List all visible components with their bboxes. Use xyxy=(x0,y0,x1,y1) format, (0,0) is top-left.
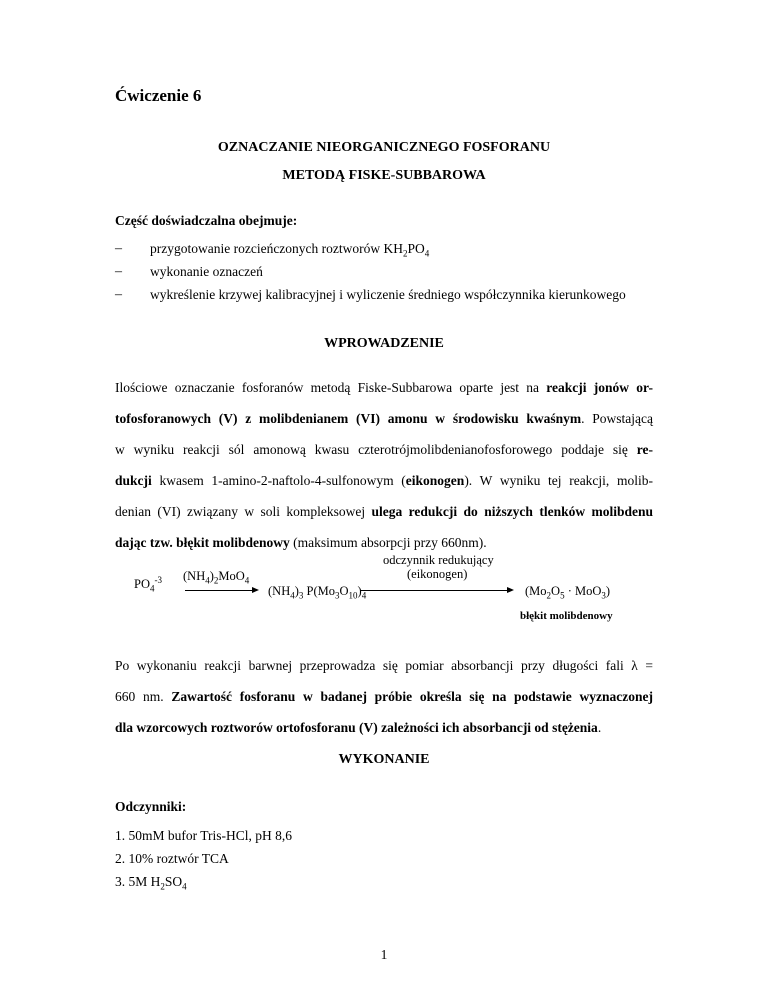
reagents-label: Odczynniki: xyxy=(115,799,187,814)
product-compound: $(Mo_2O_5 \cdot MoO_3)$ xyxy=(525,584,611,601)
intro-paragraph: Ilościowe oznaczanie fosforanów metodą Fiske-Subbarowa oparte jest na reakcji jonów or- tofosforanowych (V) z molibdenianem (VI) amonu w środowisku kwaśnym. Powstającą w wyniku reakcji sól amonową kwasu czterotrójmolibdenianofosforowego poddaje się re- dukcji kwasem 1-amino-2-naftolo-4-sulfonowym (eikonogen). W wyniku tej reakcji, molib- denian (VI) związany w soli kompleksowej ulega redukcji do niższych tlenków molibdenu dając tzw. błękit molibdenowy (maksimum absorpcji przy 660nm). xyxy=(115,380,654,550)
ammonium-molybdate: $(NH_4)_2MoO_4$ xyxy=(183,569,250,586)
bullet-item-3: wykreślenie krzywej kalibracyjnej i wyliczenie średniego współczynnika kierunkowego xyxy=(150,287,626,302)
reactant-phosphate: $PO_4^{-3}$ xyxy=(134,574,162,594)
bullet-item-2: wykonanie oznaczeń xyxy=(150,264,263,279)
bullet-dash: – xyxy=(115,287,122,302)
intro-heading: WPROWADZENIE xyxy=(324,336,444,351)
reagent-item-1: 1. 50mM bufor Tris-HCl, pH 8,6 xyxy=(115,828,293,843)
product-label: błękit molibdenowy xyxy=(520,610,613,622)
main-heading-line1: OZNACZANIE NIEORGANICZNEGO FOSFORANU xyxy=(217,140,551,155)
bullet-dash: – xyxy=(115,241,122,256)
procedure-heading: WYKONANIE xyxy=(338,752,430,767)
bullet-item-1: przygotowanie rozcieńczonych roztworów $KH_2PO_4$ xyxy=(150,241,430,259)
experimental-label: Część doświadczalna obejmuje: xyxy=(115,213,298,228)
intermediate-compound: $(NH_4)_3$ $P(Mo_3O_{10})_4$ xyxy=(268,584,367,601)
main-heading-line2: METODĄ FISKE-SUBBAROWA xyxy=(282,168,486,183)
bullet-dash: – xyxy=(115,264,122,279)
reagent-label: odczynnik redukujący xyxy=(383,553,494,567)
reagent-name: (eikonogen) xyxy=(407,567,468,581)
page-number: 1 xyxy=(380,947,388,962)
measurement-paragraph: Po wykonaniu reakcji barwnej przeprowadza się pomiar absorbancji przy długości fali λ = 660 nm. Zawartość fosforanu w badanej próbie określa się na podstawie wyznaczonej dla wzorcowych roztworów ortofosforanu (V) zależności ich absorbancji od stężenia. xyxy=(115,658,653,735)
reagent-item-2: 2. 10% roztwór TCA xyxy=(115,851,229,866)
reagent-item-3: 3. 5M $H_2SO_4$ xyxy=(115,874,187,892)
page-title: Ćwiczenie 6 xyxy=(115,86,202,105)
